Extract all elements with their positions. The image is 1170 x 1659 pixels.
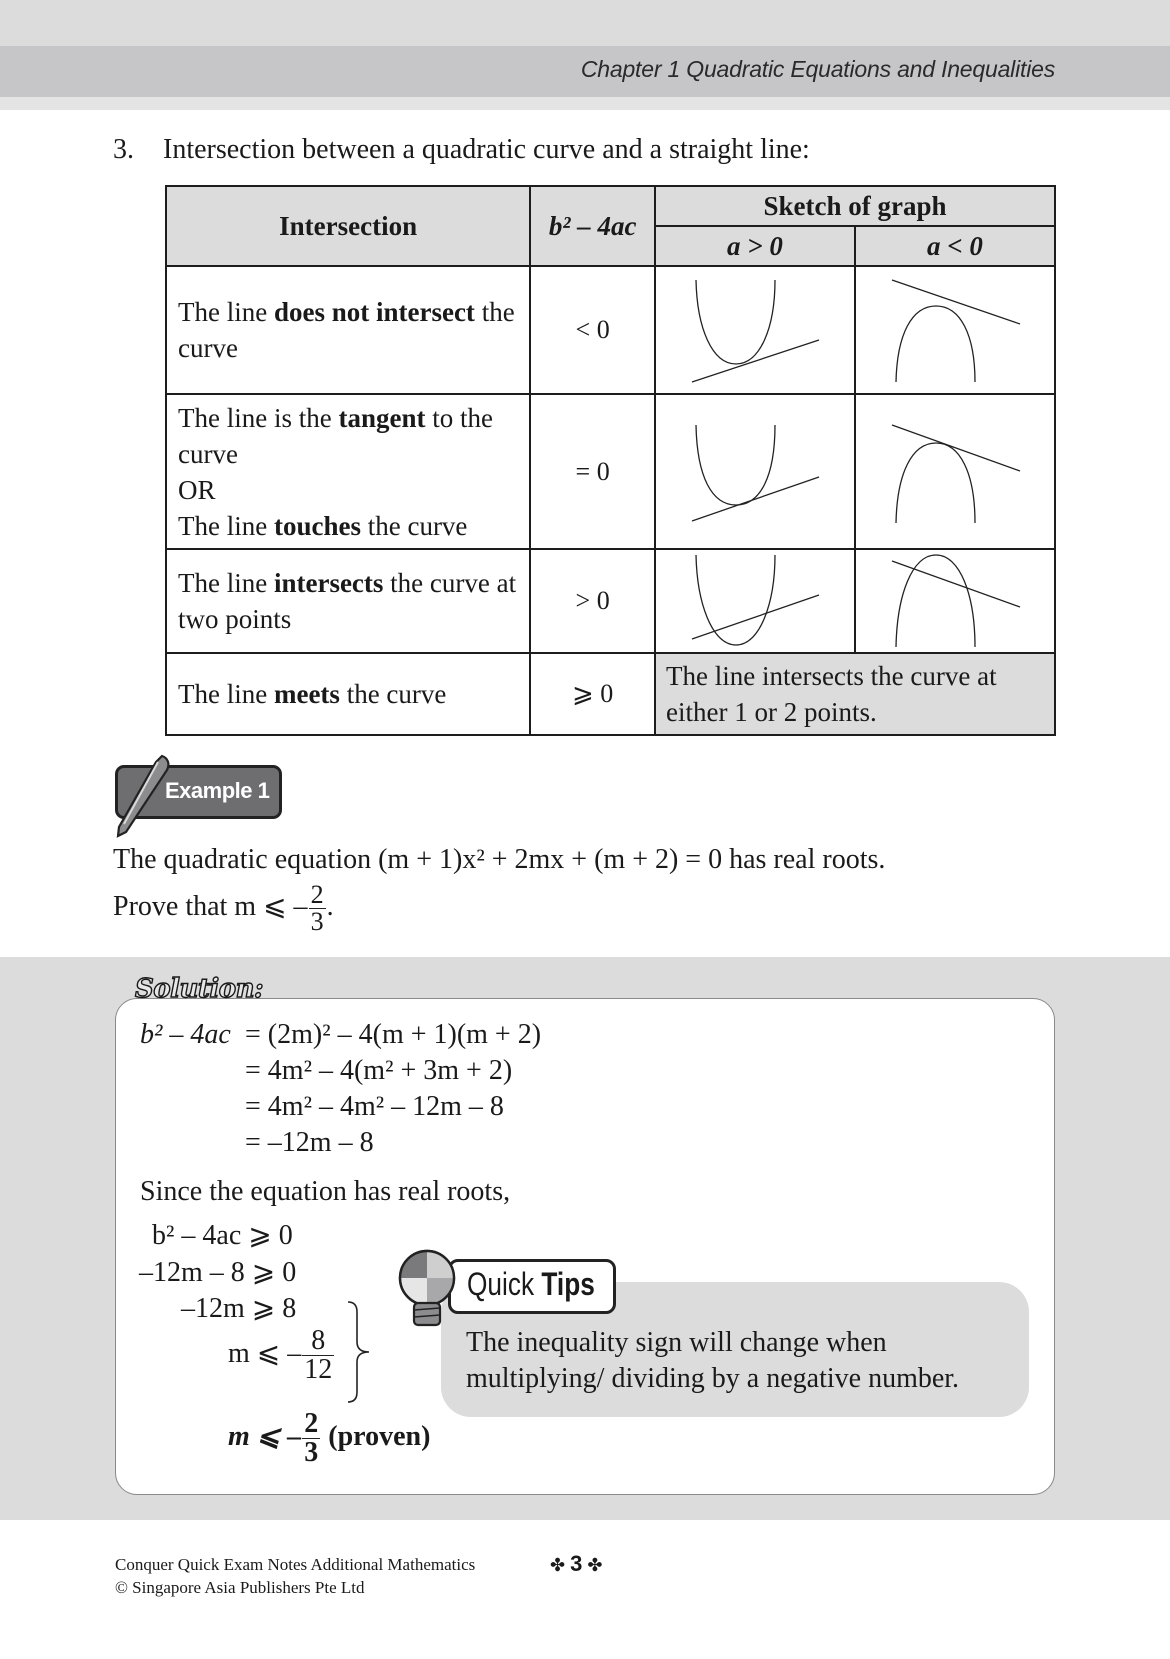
sketch-downward-two-points <box>855 549 1055 653</box>
row-description: The line meets the curve <box>166 653 530 735</box>
row-condition: < 0 <box>530 266 655 394</box>
example-label: Example 1 <box>165 778 270 803</box>
copyright: © Singapore Asia Publishers Pte Ltd <box>115 1578 365 1597</box>
header-band-shadow <box>0 97 1170 110</box>
header-discriminant: b² – 4ac <box>530 186 655 266</box>
parabola-down-tangent-line-icon <box>857 397 1052 547</box>
quick-tips-text: The inequality sign will change when multiplying/ dividing by a negative number. <box>466 1327 960 1394</box>
lightbulb-puzzle-icon <box>396 1248 458 1330</box>
table-row <box>166 653 1055 735</box>
sketch-downward-no-intersection <box>855 266 1055 394</box>
row-condition: ⩾ 0 <box>530 653 655 735</box>
sketch-upward-two-points <box>655 549 855 653</box>
inequality-step: –12m ⩾ 8 <box>181 1293 297 1324</box>
row-condition: > 0 <box>530 549 655 653</box>
parabola-down-line-above-icon <box>857 268 1052 392</box>
row-note: The line intersects the curve at either 1 or 2 points. <box>655 653 1055 735</box>
page-top-margin <box>0 0 1170 46</box>
question-line-1: The quadratic equation (m + 1)x² + 2mx + (m + 2) = 0 has real roots. <box>113 844 886 875</box>
book-title: Conquer Quick Exam Notes Additional Mathematics <box>115 1555 476 1574</box>
question-line-2: Prove that m ⩽ – $\frac{2}{3}$ . <box>113 880 334 936</box>
table-row <box>166 394 1055 549</box>
section-heading <box>113 134 810 166</box>
final-result: m ⩽ – $\frac{2}{3}$ (proven) <box>228 1408 431 1468</box>
inequality-step: b² – 4ac ⩾ 0 <box>152 1220 293 1251</box>
sketch-upward-tangent <box>655 394 855 549</box>
row-description: The line intersects the curve at two points <box>166 549 530 653</box>
inequality-step: m ⩽ – $\frac{8}{12}$ <box>228 1325 333 1385</box>
right-brace-icon <box>345 1300 375 1404</box>
header-a-positive: a > 0 <box>655 226 855 266</box>
header-a-negative: a < 0 <box>855 226 1055 266</box>
puzzle-ornament-icon: ✤ <box>550 1555 571 1575</box>
row-description: The line does not intersect the curve <box>166 266 530 394</box>
section-heading-text: Intersection between a quadratic curve and a straight line: <box>163 134 810 165</box>
quick-tips-label: Quick Tips <box>467 1266 595 1302</box>
parabola-up-secant-line-icon <box>657 551 852 651</box>
sketch-upward-no-intersection <box>655 266 855 394</box>
solution-step-lhs: b² – 4ac <box>140 1019 231 1050</box>
puzzle-ornament-icon: ✤ <box>582 1555 603 1575</box>
page-number: ✤ 3 ✤ <box>550 1551 603 1576</box>
section-number: 3. <box>113 134 134 165</box>
table-row <box>166 549 1055 653</box>
quick-tips-tab <box>448 1259 616 1314</box>
row-condition: = 0 <box>530 394 655 549</box>
table-row <box>166 266 1055 394</box>
pen-icon <box>112 752 172 838</box>
example-question <box>113 838 885 935</box>
row-description: The line is the tangent to the curve OR The line touches the curve <box>166 394 530 549</box>
since-text: Since the equation has real roots, <box>140 1176 511 1207</box>
parabola-up-tangent-line-icon <box>657 397 852 547</box>
header-intersection: Intersection <box>166 186 530 266</box>
chapter-title: Chapter 1 Quadratic Equations and Inequalities <box>580 56 1055 82</box>
solution-step: = 4m² – 4m² – 12m – 8 <box>245 1091 504 1122</box>
inequality-step: –12m – 8 ⩾ 0 <box>139 1257 297 1288</box>
table-header-row <box>166 186 1055 226</box>
sketch-downward-tangent <box>855 394 1055 549</box>
parabola-up-line-below-icon <box>657 268 852 392</box>
solution-step: = (2m)² – 4(m + 1)(m + 2) <box>245 1019 542 1050</box>
solution-title: Solution: <box>135 974 264 1004</box>
intersection-table <box>165 185 1056 736</box>
solution-step: = –12m – 8 <box>245 1127 374 1158</box>
header-sketch: Sketch of graph <box>655 186 1055 226</box>
solution-step: = 4m² – 4(m² + 3m + 2) <box>245 1055 513 1086</box>
parabola-down-secant-line-icon <box>857 551 1052 651</box>
footer-credits <box>115 1553 475 1599</box>
